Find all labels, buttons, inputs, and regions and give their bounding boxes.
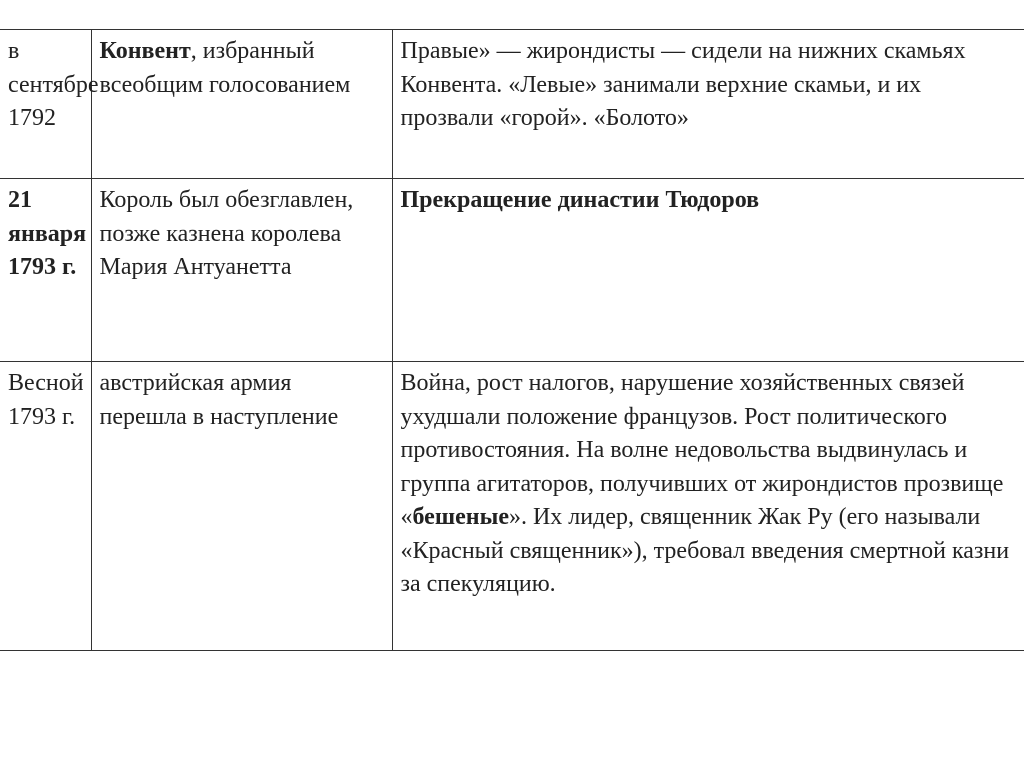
- date-text: Весной 1793 г.: [8, 370, 84, 430]
- date-cell: [0, 179, 91, 362]
- table-row: [0, 362, 1024, 651]
- result-text: Правые» — жирондисты — сидели на нижних скамьях Конвента. «Левые» занимали верхние скамьи, и их прозвали «горой». «Болото»: [400, 38, 966, 131]
- event-bold-text: Конвент: [99, 38, 191, 64]
- history-table: [0, 29, 1024, 651]
- result-bold-text: бешеные: [412, 504, 509, 530]
- event-cell: [91, 30, 392, 179]
- event-text: , избранный всеобщим голосованием: [99, 38, 351, 98]
- result-text-part2: ». Их лидер, священник Жак Ру (его называли «Красный священник»), требовал введения смертной казни за спекуляцию.: [400, 504, 1010, 597]
- result-text: Прекращение династии Тюдоров: [400, 187, 760, 213]
- result-text-part1: Война, рост налогов, нарушение хозяйственных связей ухудшали положение французов. Рост политического противостояния. На волне недовольства выдвинулась и группа агитаторов, получивших от жирондистов прозвище «: [400, 370, 1004, 530]
- event-cell: [91, 179, 392, 362]
- result-cell: [392, 362, 1024, 651]
- event-cell: [91, 362, 392, 651]
- table-row: [0, 179, 1024, 362]
- date-text: 21 января 1793 г.: [8, 187, 87, 280]
- event-text: Король был обезглавлен, позже казнена королева Мария Антуанетта: [99, 187, 354, 280]
- date-text: в сентябре 1792: [8, 38, 99, 131]
- result-cell: [392, 179, 1024, 362]
- result-cell: [392, 30, 1024, 179]
- event-text: австрийская армия перешла в наступление: [99, 370, 339, 430]
- date-cell: [0, 30, 99, 179]
- date-cell: [0, 362, 91, 651]
- table-row: [0, 30, 1024, 179]
